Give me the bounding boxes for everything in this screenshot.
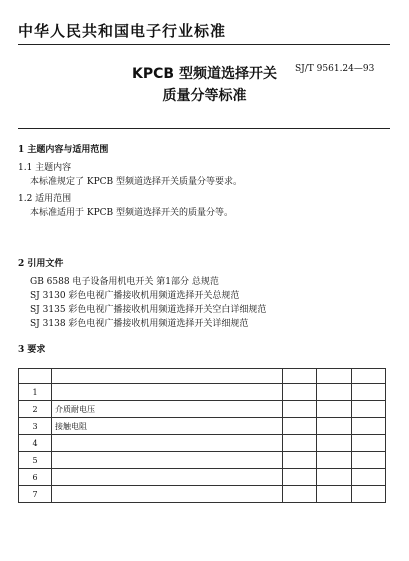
table-row <box>19 486 386 503</box>
table-row <box>19 469 386 486</box>
row-number: 6 <box>19 469 52 486</box>
row-item <box>52 435 283 452</box>
row-number: 3 <box>19 418 52 435</box>
reference-item: GB 6588 电子设备用机电开关 第1部分 总规范 <box>30 277 219 287</box>
row-item <box>52 384 283 401</box>
standard-org-heading: 中华人民共和国电子行业标准 <box>18 22 227 40</box>
section-1-2-text: 本标准适用于 KPCB 型频道选择开关的质量分等。 <box>30 208 234 218</box>
table-header-row <box>19 369 386 384</box>
row-number: 2 <box>19 401 52 418</box>
title-rule <box>18 128 390 129</box>
table-header-cell <box>351 369 385 384</box>
table-row <box>19 435 386 452</box>
table-header-cell <box>317 369 351 384</box>
standard-code: SJ/T 9561.24—93 <box>295 64 375 74</box>
row-item <box>52 486 283 503</box>
section-3-heading: 3 要求 <box>18 345 46 355</box>
row-item: 接触电阻 <box>52 418 283 435</box>
reference-item: SJ 3130 彩色电视广播接收机用频道选择开关总规范 <box>30 291 240 301</box>
table-header-cell <box>52 369 283 384</box>
row-number: 1 <box>19 384 52 401</box>
reference-item: SJ 3135 彩色电视广播接收机用频道选择开关空白详细规范 <box>30 305 267 315</box>
requirements-table <box>18 368 386 503</box>
row-number: 4 <box>19 435 52 452</box>
table-row <box>19 452 386 469</box>
document-title-line2: 质量分等标准 <box>162 88 247 104</box>
section-1-1-heading: 1.1 主题内容 <box>18 163 72 173</box>
row-item <box>52 469 283 486</box>
row-number: 7 <box>19 486 52 503</box>
table-header-cell <box>19 369 52 384</box>
header-rule <box>18 44 390 45</box>
document-title-line1: KPCB 型频道选择开关 <box>132 66 277 82</box>
section-2-heading: 2 引用文件 <box>18 259 64 269</box>
section-1-2-heading: 1.2 适用范围 <box>18 194 72 204</box>
section-1-1-text: 本标准规定了 KPCB 型频道选择开关质量分等要求。 <box>30 177 243 187</box>
table-row <box>19 418 386 435</box>
table-row <box>19 384 386 401</box>
reference-item: SJ 3138 彩色电视广播接收机用频道选择开关详细规范 <box>30 319 249 329</box>
table-row <box>19 401 386 418</box>
row-item <box>52 452 283 469</box>
section-1-heading: 1 主题内容与适用范围 <box>18 145 109 155</box>
row-number: 5 <box>19 452 52 469</box>
table-header-cell <box>282 369 316 384</box>
row-item: 介质耐电压 <box>52 401 283 418</box>
